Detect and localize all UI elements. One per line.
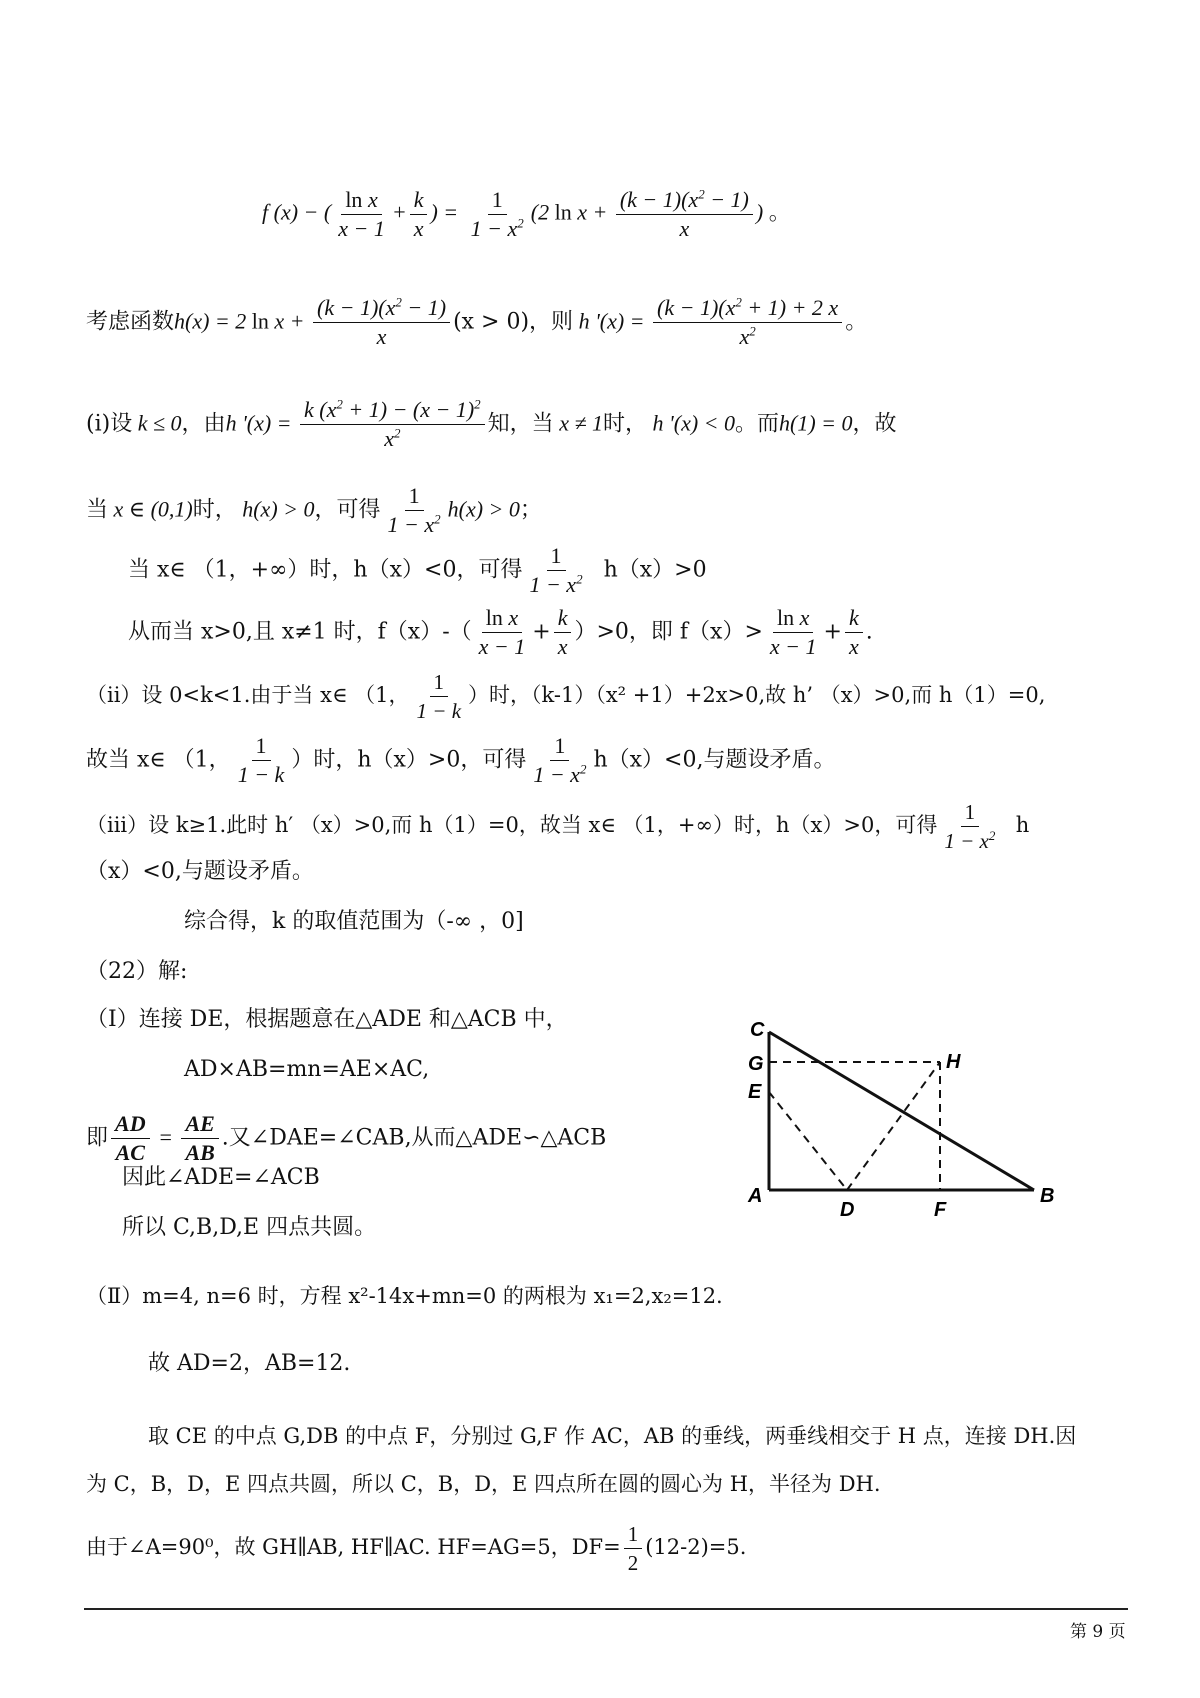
q22-ratio: 即 $\frac{AD}{AC}$ = $\frac{AE}{AB}$ .又∠DAE=∠CAB,从而△ADE∽△ACB	[86, 1111, 607, 1165]
label-g: G	[748, 1053, 764, 1075]
segment-ed	[769, 1092, 847, 1190]
label-d: D	[840, 1199, 855, 1221]
label-e: E	[748, 1081, 762, 1103]
case-ii-line: （ii）设 0<k<1.由于当 x∈ （1， $\frac{1}{1 - k}$ ）时，（k-1）（x² +1）+2x>0,故 h’ （x）>0,而 h（1）=0,	[86, 670, 1046, 723]
formula-line-1: f (x) − ( $\frac{\text{ln x}}{x - 1}$ + $\frac{k}{x}$ ) = $\frac{1}{1 - x^2}$ (2 ln x + $\frac{(k - 1)(x^2 - 1)}{x}$ ) 。	[262, 186, 791, 241]
label-c: C	[750, 1019, 765, 1041]
label-a: A	[748, 1185, 763, 1207]
label-f: F	[934, 1199, 947, 1221]
geometry-figure	[740, 1012, 1080, 1232]
case-i-line-2: 当 x ∈ (0,1)时， h(x) > 0，可得 $\frac{1}{1 - x^2}$ h(x) > 0；	[86, 483, 542, 537]
q22-part-II: （Ⅱ）m=4, n=6 时，方程 x²-14x+mn=0 的两根为 x₁=2,x₂=12.	[86, 1284, 723, 1308]
q22-conclusion: 所以 C,B,D,E 四点共圆。	[122, 1215, 377, 1240]
case-i-line-4: 从而当 x>0,且 x≠1 时，f（x）-（ $\frac{\text{ln x}}{x - 1}$ + $\frac{k}{x}$ ）>0，即 f（x）> $\frac{\text{ln x}}{x - 1}$ + $\frac{k}{x}$ .	[128, 605, 873, 659]
label-b: B	[1040, 1185, 1055, 1207]
q22-take: 取 CE 的中点 G,DB 的中点 F，分别过 G,F 作 AC，AB 的垂线，两垂线相交于 H 点，连接 DH.因	[148, 1424, 1077, 1448]
q22-last: 由于∠A=90⁰，故 GH∥AB, HF∥AC. HF=AG=5，DF= $\frac{1}{2}$ (12-2)=5.	[86, 1522, 747, 1575]
q22-part-I: （I）连接 DE，根据题意在△ADE 和△ACB 中，	[86, 1007, 568, 1032]
case-iii-line: （iii）设 k≥1.此时 h′ （x）>0,而 h（1）=0，故当 x∈ （1，+∞）时，h（x）>0，可得 $\frac{1}{1 - x^2}$ h	[86, 800, 1030, 853]
summary-line: 综合得，k 的取值范围为（-∞ ，0]	[184, 909, 524, 934]
case-i-line-3: 当 x∈ （1，+∞）时，h（x）<0，可得 $\frac{1}{1 - x^2}$ h（x）>0	[128, 543, 707, 597]
case-ii-line-2: 故当 x∈ （1， $\frac{1}{1 - k}$ ）时，h（x）>0，可得 $\frac{1}{1 - x^2}$ h（x）<0,与题设矛盾。	[86, 733, 836, 787]
q22-so: 故 AD=2，AB=12.	[148, 1351, 351, 1376]
segment-cb	[769, 1032, 1034, 1190]
q22-angle: 因此∠ADE=∠ACB	[122, 1165, 320, 1190]
q22-header: （22）解:	[86, 959, 188, 984]
page-number: 第 9 页	[1070, 1622, 1126, 1642]
case-i-line: (i)设 k ≤ 0，由h '(x) = $\frac{k (x^2 + 1) - (x - 1)^2}{x^2}$ 知，当 x ≠ 1时， h '(x) < 0。而h(1) = 0，故	[86, 396, 897, 451]
label-h: H	[946, 1051, 961, 1073]
q22-product: AD×AB=mn=AE×AC,	[184, 1057, 430, 1082]
formula-line-2: 考虑函数h(x) = 2 ln x + $\frac{(k - 1)(x^2 - 1)}{x}$ (x > 0)，则 h '(x) = $\frac{(k - 1)(x^2 + 1) + 2 x}{x^2}$ 。	[86, 294, 868, 349]
q22-take-2: 为 C，B，D，E 四点共圆，所以 C，B，D，E 四点所在圆的圆心为 H，半径为 DH.	[86, 1472, 881, 1496]
footer-rule	[84, 1608, 1128, 1610]
case-iii-line-2: （x）<0,与题设矛盾。	[86, 859, 314, 884]
